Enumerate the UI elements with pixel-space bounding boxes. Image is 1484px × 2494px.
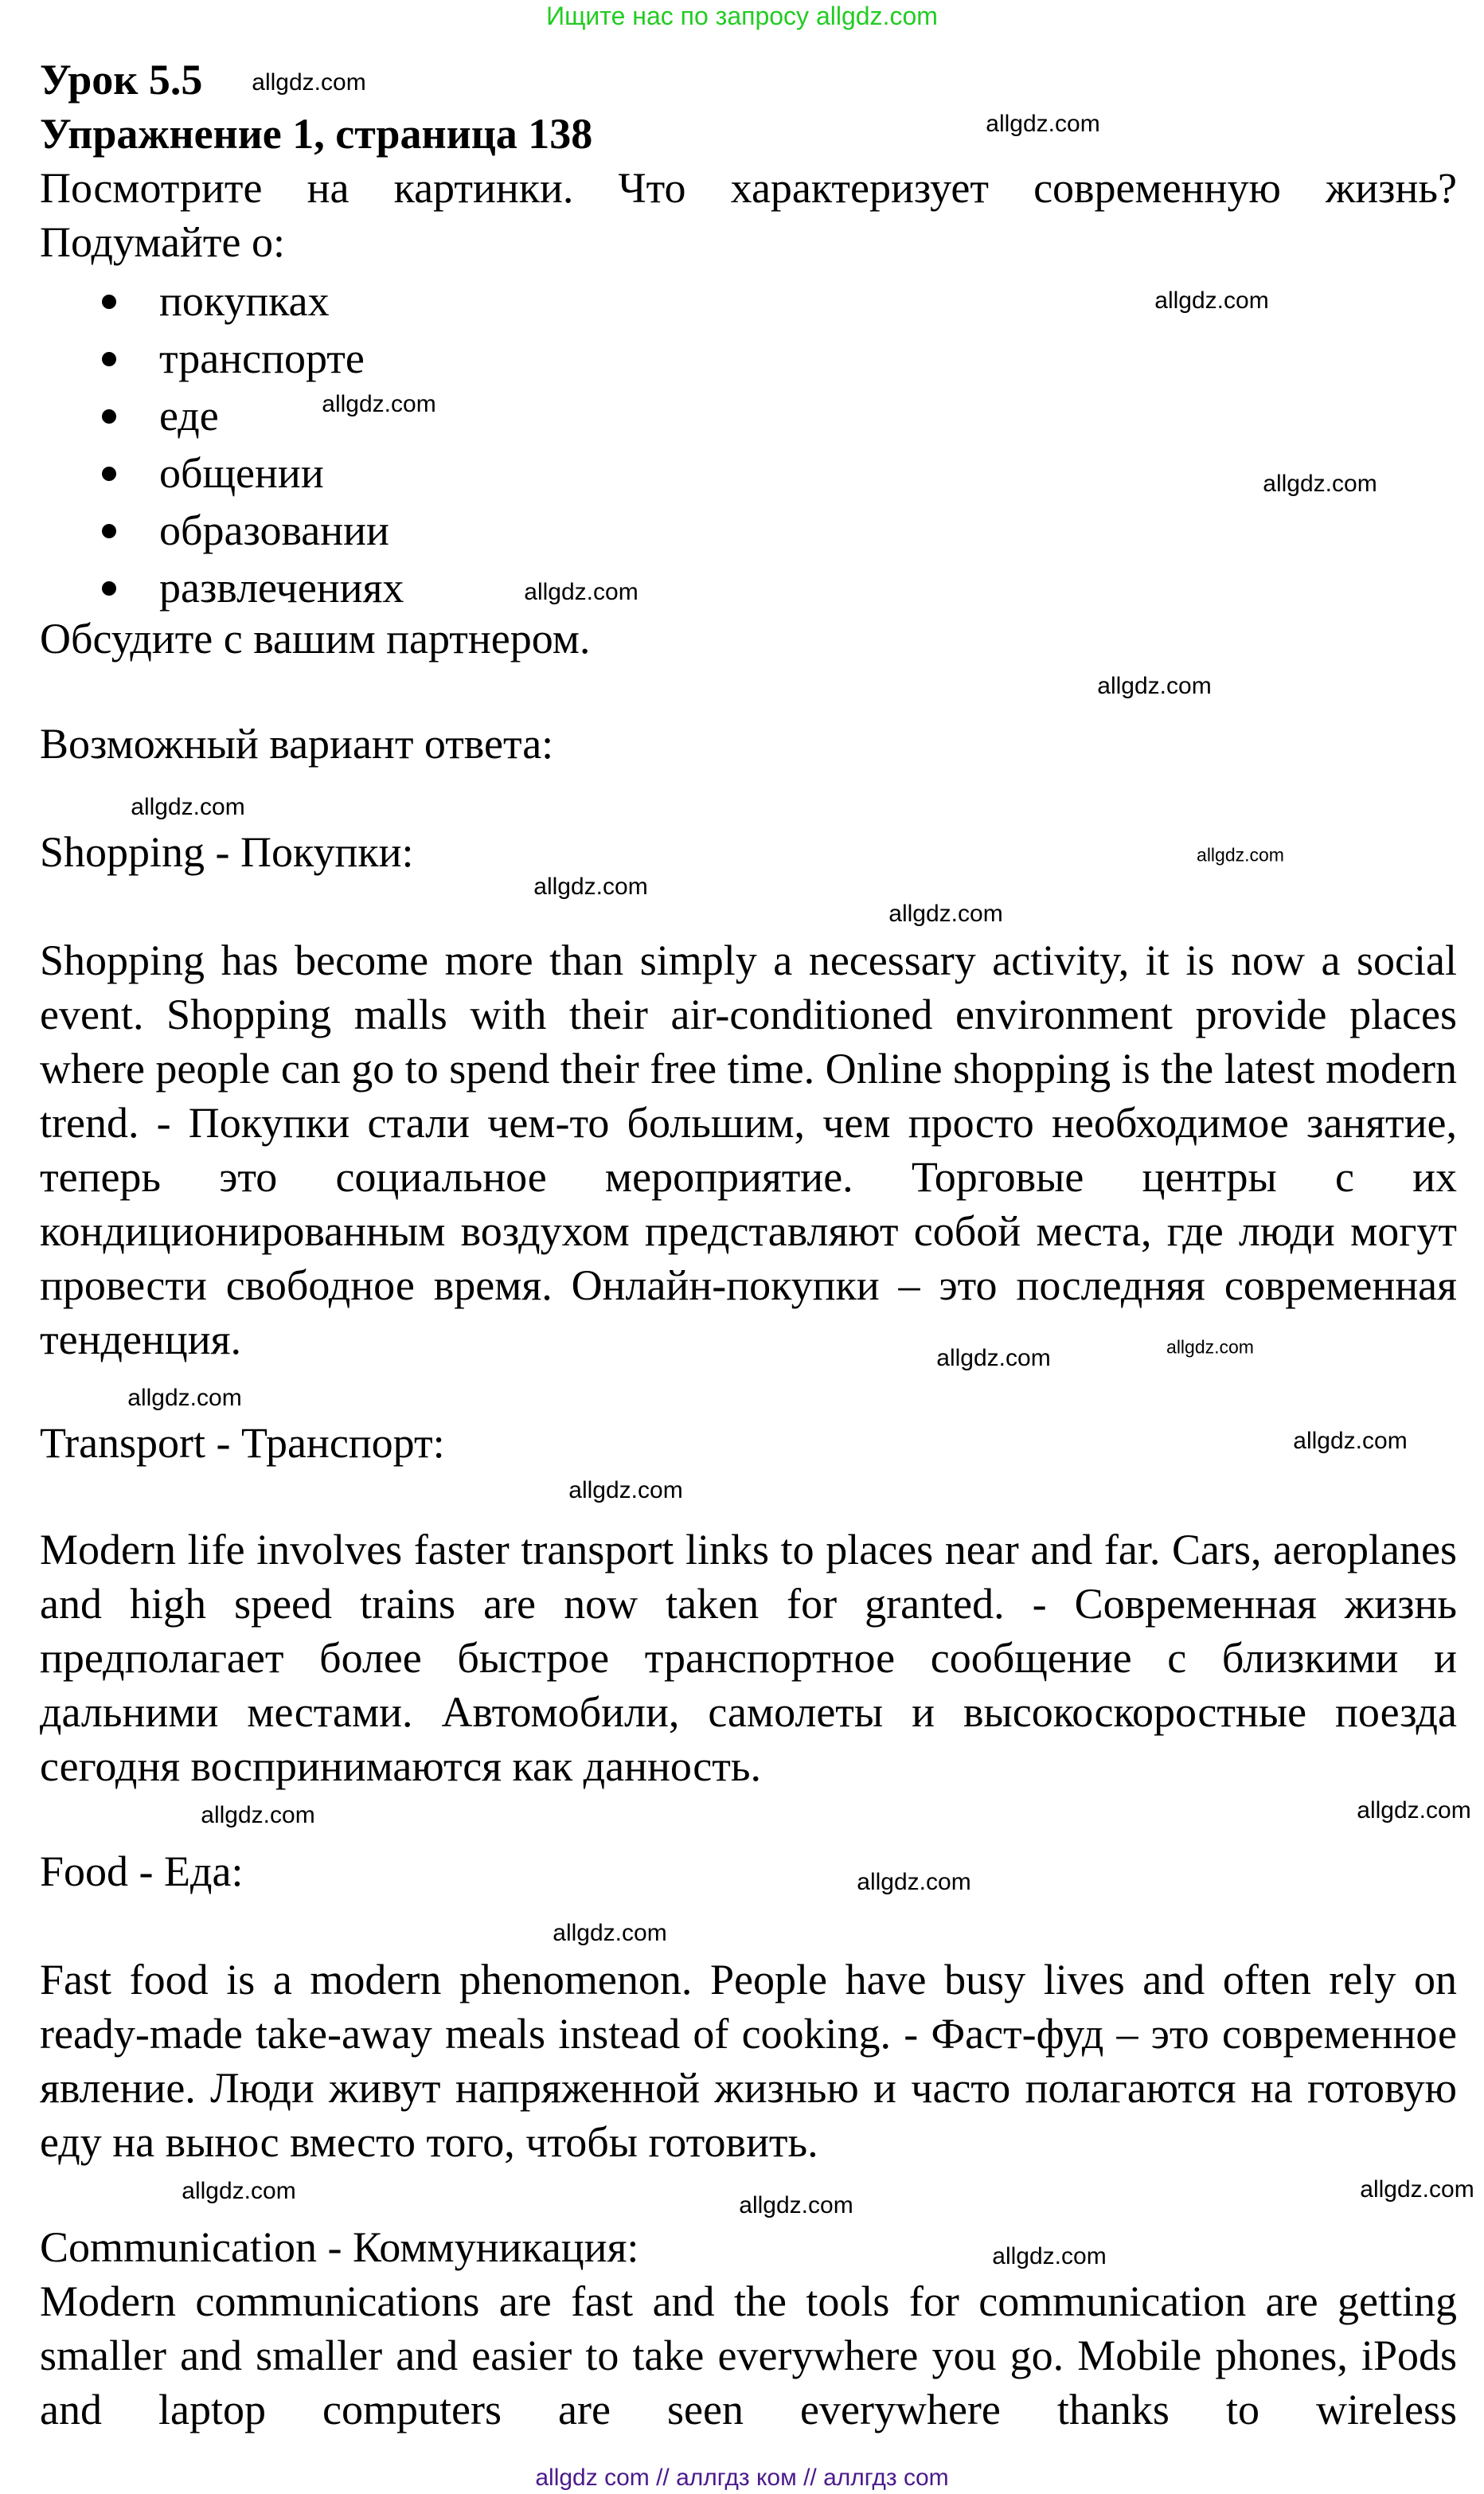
exercise-title: Упражнение 1, страница 138 [40, 110, 593, 158]
watermark: allgdz.com [888, 901, 1003, 927]
bullet-icon [102, 295, 116, 309]
bullet-icon [102, 409, 116, 424]
watermark: allgdz.com [568, 1477, 683, 1503]
answer-label: Возможный вариант ответа: [40, 720, 554, 768]
watermark: allgdz.com [1154, 287, 1269, 314]
watermark: allgdz.com [857, 1869, 971, 1895]
list-item [40, 272, 404, 330]
watermark: allgdz.com [936, 1345, 1051, 1371]
section-text: Modern life involves faster transport links to places near and far. Cars, aeroplanes and high speed trains are now taken for granted. - Современная жизнь предполагает более быстрое транспортное сообщение с близкими и дальними местами. Автомобили, самолеты и высокоскоростные поезда сегодня воспринимаются как данность. [40, 1526, 1457, 1790]
bullet-icon [102, 352, 116, 366]
topic-list [40, 272, 404, 616]
topic: общении [159, 449, 324, 497]
watermark: allgdz.com [252, 69, 366, 96]
topic: образовании [159, 506, 389, 554]
section-text: Fast food is a modern phenomenon. People have busy lives and often rely on ready-made take-away meals instead of cooking. - Фаст-фуд – это современное явление. Люди живут напряженной жизнью и часто полагаются на готовую еду на вынос вместо того, чтобы готовить. [40, 1956, 1457, 2166]
footer-links[interactable]: allgdz com // аллгдз ком // аллгдз com [535, 2465, 949, 2491]
watermark: allgdz.com [322, 391, 436, 417]
search-banner[interactable]: Ищите нас по запросу allgdz.com [546, 2, 938, 30]
watermark: allgdz.com [1263, 471, 1377, 497]
watermark: allgdz.com [1166, 1336, 1254, 1358]
watermark: allgdz.com [1357, 1797, 1471, 1824]
watermark: allgdz.com [524, 579, 639, 605]
watermark: allgdz.com [553, 1920, 667, 1946]
watermark: allgdz.com [986, 111, 1100, 137]
topic: покупках [159, 277, 330, 325]
discuss-text: Обсудите с вашим партнером. [40, 615, 591, 663]
section-text: Shopping has become more than simply a necessary activity, it is now a social event. Shopping malls with their air-conditioned environment provide places where people can go to spend their free time. Online shopping is the latest modern trend. - Покупки стали чем-то большим, чем просто необходимое занятие, теперь это социальное мероприятие. Торговые центры с их кондиционированным воздухом представляют собой места, где люди могут провести свободное время. Онлайн-покупки – это последняя современная тенденция. [40, 936, 1457, 1363]
topic: развлечениях [159, 564, 404, 612]
section-title: Food - Еда: [40, 1847, 244, 1895]
watermark: allgdz.com [127, 1385, 242, 1411]
section-title: Transport - Транспорт: [40, 1419, 445, 1467]
bullet-icon [102, 467, 116, 481]
watermark: allgdz.com [131, 794, 245, 820]
lesson-title: Урок 5.5 [40, 56, 203, 104]
watermark: allgdz.com [182, 2178, 296, 2204]
list-item [40, 330, 404, 387]
task-text: Посмотрите на картинки. Что характеризует современную жизнь? Подумайте о: [40, 164, 1457, 266]
watermark: allgdz.com [739, 2192, 853, 2218]
list-item [40, 559, 404, 616]
section-title: Shopping - Покупки: [40, 828, 414, 876]
watermark: allgdz.com [201, 1802, 315, 1828]
watermark: allgdz.com [533, 874, 648, 900]
watermark: allgdz.com [1293, 1428, 1408, 1454]
watermark: allgdz.com [1360, 2176, 1474, 2203]
section-title: Communication - Коммуникация: [40, 2223, 639, 2271]
section-text: Modern communications are fast and the tools for communication are getting smaller and smaller and easier to take everywhere you go. Mobile phones, iPods and laptop computers are seen everywhere thanks to wireless [40, 2277, 1457, 2433]
topic: еде [159, 392, 219, 440]
topic: транспорте [159, 334, 365, 382]
bullet-icon [102, 581, 116, 596]
list-item [40, 444, 404, 502]
list-item [40, 502, 404, 559]
watermark: allgdz.com [1097, 673, 1212, 699]
bullet-icon [102, 524, 116, 538]
watermark: allgdz.com [992, 2243, 1107, 2269]
watermark: allgdz.com [1197, 844, 1284, 866]
